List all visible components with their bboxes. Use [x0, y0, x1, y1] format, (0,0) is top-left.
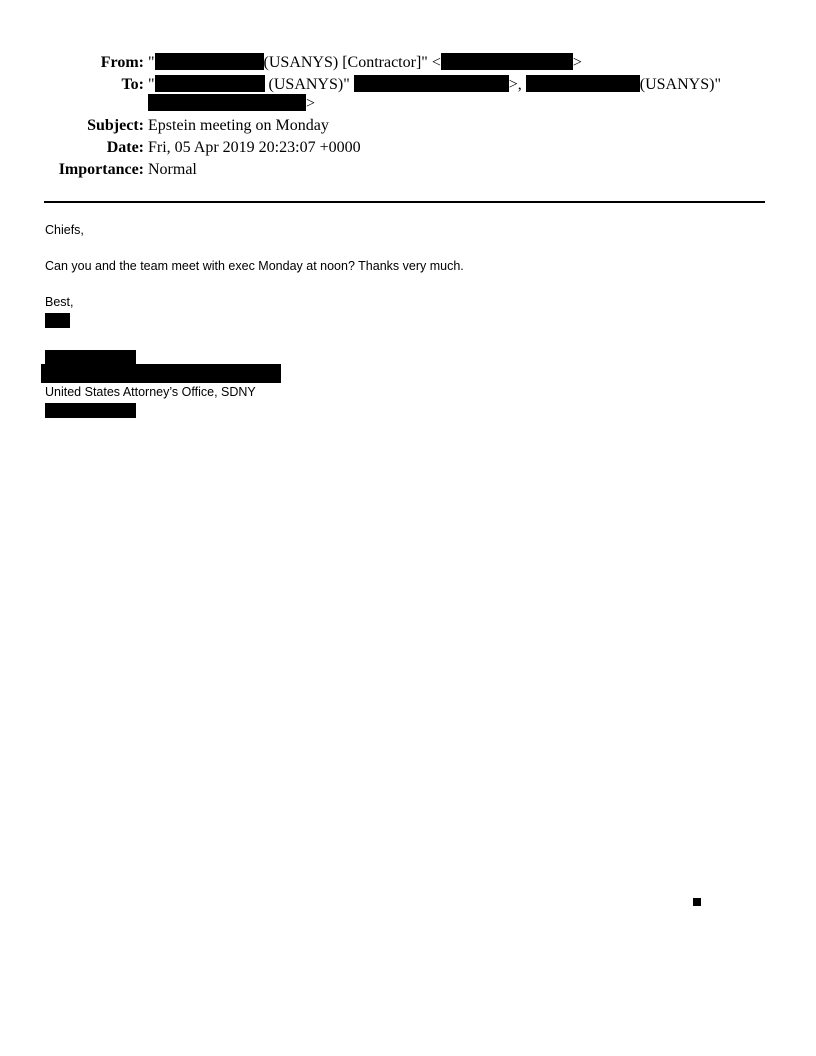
message-text: Can you and the team meet with exec Monday at noon? Thanks very much. [45, 259, 464, 273]
subject-value: Epstein meeting on Monday [148, 117, 329, 134]
redaction-block [354, 75, 509, 92]
redacted-signature-phone [45, 403, 136, 418]
redacted-sender-name [45, 313, 70, 328]
subject-label: Subject: [87, 117, 144, 134]
to-label: To: [121, 76, 144, 93]
from-org: (USANYS) [Contractor]" < [263, 54, 441, 71]
redaction-block [155, 75, 265, 92]
office-text: United States Attorney’s Office, SDNY [45, 385, 256, 399]
redaction-block [441, 53, 573, 70]
date-value: Fri, 05 Apr 2019 20:23:07 +0000 [148, 139, 361, 156]
redacted-signature-title [41, 364, 281, 383]
header-divider [44, 201, 765, 203]
to-separator: >, [508, 76, 526, 93]
greeting-text: Chiefs, [45, 223, 84, 237]
to-value [148, 75, 721, 95]
redaction-block [148, 94, 306, 111]
importance-label: Importance: [58, 161, 144, 178]
to-open-quote: " [148, 76, 155, 93]
from-close: > [572, 54, 582, 71]
from-label: From: [100, 54, 144, 71]
signoff-text: Best, [45, 295, 74, 309]
date-row [0, 138, 816, 158]
importance-row [0, 160, 816, 180]
redacted-signature-name [45, 350, 136, 365]
to-row [0, 75, 816, 95]
from-open-quote: " [148, 54, 155, 71]
from-value [148, 53, 582, 73]
to-org-2: (USANYS)" [639, 76, 721, 93]
subject-row [0, 116, 816, 136]
date-label: Date: [106, 139, 144, 156]
to-value-continued [148, 94, 315, 114]
to-row-continued [0, 94, 816, 114]
from-row [0, 53, 816, 73]
importance-value: Normal [148, 161, 197, 178]
to-close: > [306, 95, 316, 112]
redaction-block [155, 53, 264, 70]
redaction-block [526, 75, 640, 92]
to-org-1: (USANYS)" [264, 76, 354, 93]
black-square-mark [693, 898, 701, 906]
